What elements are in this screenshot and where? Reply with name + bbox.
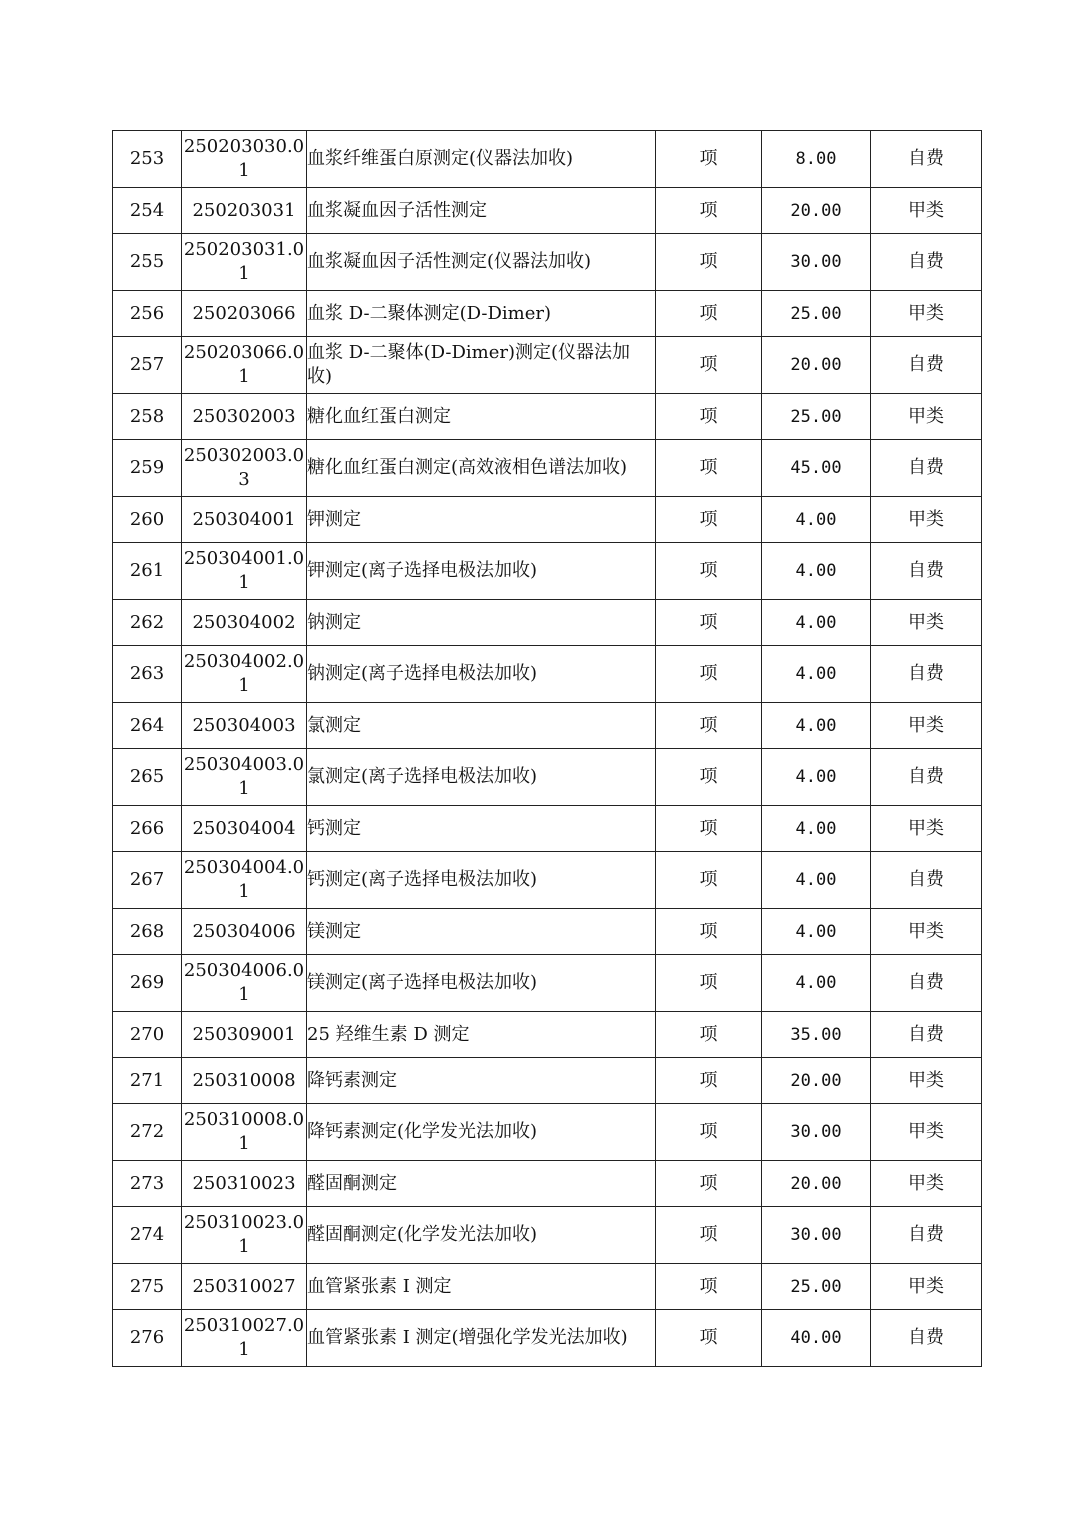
item-code-cell: 250304002.01 xyxy=(182,646,307,703)
price-cell: 25.00 xyxy=(762,1264,871,1310)
price-cell: 40.00 xyxy=(762,1310,871,1367)
row-number-cell: 272 xyxy=(113,1104,182,1161)
category-cell: 自费 xyxy=(871,1012,982,1058)
table-row xyxy=(113,1012,982,1058)
table-row xyxy=(113,234,982,291)
item-name-cell: 糖化血红蛋白测定 xyxy=(307,394,656,440)
table-row xyxy=(113,188,982,234)
item-name-cell: 氯测定 xyxy=(307,703,656,749)
unit-cell: 项 xyxy=(656,394,762,440)
item-name-cell: 钠测定(离子选择电极法加收) xyxy=(307,646,656,703)
item-code-cell: 250302003.03 xyxy=(182,440,307,497)
row-number-cell: 267 xyxy=(113,852,182,909)
row-number-cell: 253 xyxy=(113,131,182,188)
price-cell: 45.00 xyxy=(762,440,871,497)
item-code-cell: 250310008 xyxy=(182,1058,307,1104)
unit-cell: 项 xyxy=(656,1264,762,1310)
fee-table-body xyxy=(113,131,982,1367)
price-cell: 4.00 xyxy=(762,909,871,955)
unit-cell: 项 xyxy=(656,1104,762,1161)
category-cell: 甲类 xyxy=(871,806,982,852)
category-cell: 自费 xyxy=(871,1310,982,1367)
unit-cell: 项 xyxy=(656,955,762,1012)
table-row xyxy=(113,703,982,749)
item-code-cell: 250304004.01 xyxy=(182,852,307,909)
row-number-cell: 274 xyxy=(113,1207,182,1264)
row-number-cell: 258 xyxy=(113,394,182,440)
row-number-cell: 264 xyxy=(113,703,182,749)
table-row xyxy=(113,749,982,806)
item-name-cell: 糖化血红蛋白测定(高效液相色谱法加收) xyxy=(307,440,656,497)
row-number-cell: 268 xyxy=(113,909,182,955)
category-cell: 甲类 xyxy=(871,291,982,337)
item-code-cell: 250310023.01 xyxy=(182,1207,307,1264)
category-cell: 自费 xyxy=(871,234,982,291)
row-number-cell: 254 xyxy=(113,188,182,234)
category-cell: 自费 xyxy=(871,440,982,497)
unit-cell: 项 xyxy=(656,909,762,955)
price-cell: 4.00 xyxy=(762,646,871,703)
row-number-cell: 259 xyxy=(113,440,182,497)
item-code-cell: 250203031.01 xyxy=(182,234,307,291)
item-name-cell: 钙测定 xyxy=(307,806,656,852)
table-row xyxy=(113,291,982,337)
category-cell: 自费 xyxy=(871,646,982,703)
unit-cell: 项 xyxy=(656,440,762,497)
row-number-cell: 261 xyxy=(113,543,182,600)
table-row xyxy=(113,646,982,703)
price-cell: 30.00 xyxy=(762,234,871,291)
row-number-cell: 256 xyxy=(113,291,182,337)
category-cell: 自费 xyxy=(871,749,982,806)
table-row xyxy=(113,497,982,543)
item-name-cell: 血浆凝血因子活性测定(仪器法加收) xyxy=(307,234,656,291)
item-code-cell: 250310023 xyxy=(182,1161,307,1207)
row-number-cell: 275 xyxy=(113,1264,182,1310)
price-cell: 25.00 xyxy=(762,291,871,337)
category-cell: 自费 xyxy=(871,131,982,188)
table-row xyxy=(113,394,982,440)
category-cell: 甲类 xyxy=(871,703,982,749)
category-cell: 甲类 xyxy=(871,1161,982,1207)
table-row xyxy=(113,1264,982,1310)
price-cell: 4.00 xyxy=(762,749,871,806)
price-cell: 4.00 xyxy=(762,543,871,600)
unit-cell: 项 xyxy=(656,1207,762,1264)
item-code-cell: 250310027 xyxy=(182,1264,307,1310)
item-name-cell: 降钙素测定 xyxy=(307,1058,656,1104)
table-row xyxy=(113,1310,982,1367)
unit-cell: 项 xyxy=(656,131,762,188)
category-cell: 自费 xyxy=(871,543,982,600)
category-cell: 自费 xyxy=(871,852,982,909)
price-cell: 30.00 xyxy=(762,1104,871,1161)
price-cell: 4.00 xyxy=(762,703,871,749)
row-number-cell: 262 xyxy=(113,600,182,646)
price-cell: 20.00 xyxy=(762,1161,871,1207)
item-code-cell: 250302003 xyxy=(182,394,307,440)
category-cell: 自费 xyxy=(871,337,982,394)
item-name-cell: 钾测定(离子选择电极法加收) xyxy=(307,543,656,600)
item-code-cell: 250310027.01 xyxy=(182,1310,307,1367)
item-name-cell: 醛固酮测定(化学发光法加收) xyxy=(307,1207,656,1264)
price-cell: 4.00 xyxy=(762,600,871,646)
item-name-cell: 血浆凝血因子活性测定 xyxy=(307,188,656,234)
item-name-cell: 钙测定(离子选择电极法加收) xyxy=(307,852,656,909)
row-number-cell: 269 xyxy=(113,955,182,1012)
unit-cell: 项 xyxy=(656,646,762,703)
item-name-cell: 25 羟维生素 D 测定 xyxy=(307,1012,656,1058)
item-code-cell: 250304004 xyxy=(182,806,307,852)
row-number-cell: 273 xyxy=(113,1161,182,1207)
row-number-cell: 265 xyxy=(113,749,182,806)
item-code-cell: 250304003.01 xyxy=(182,749,307,806)
table-row xyxy=(113,909,982,955)
price-cell: 4.00 xyxy=(762,955,871,1012)
item-name-cell: 镁测定(离子选择电极法加收) xyxy=(307,955,656,1012)
item-name-cell: 血浆纤维蛋白原测定(仪器法加收) xyxy=(307,131,656,188)
table-row xyxy=(113,1161,982,1207)
price-cell: 20.00 xyxy=(762,1058,871,1104)
item-name-cell: 钾测定 xyxy=(307,497,656,543)
category-cell: 甲类 xyxy=(871,1104,982,1161)
category-cell: 甲类 xyxy=(871,909,982,955)
item-code-cell: 250304001 xyxy=(182,497,307,543)
item-name-cell: 镁测定 xyxy=(307,909,656,955)
item-code-cell: 250310008.01 xyxy=(182,1104,307,1161)
row-number-cell: 276 xyxy=(113,1310,182,1367)
unit-cell: 项 xyxy=(656,806,762,852)
price-cell: 20.00 xyxy=(762,337,871,394)
item-code-cell: 250203066 xyxy=(182,291,307,337)
fee-table xyxy=(112,130,982,1367)
category-cell: 甲类 xyxy=(871,1058,982,1104)
row-number-cell: 255 xyxy=(113,234,182,291)
unit-cell: 项 xyxy=(656,1310,762,1367)
row-number-cell: 270 xyxy=(113,1012,182,1058)
category-cell: 自费 xyxy=(871,955,982,1012)
item-name-cell: 血管紧张素 I 测定(增强化学发光法加收) xyxy=(307,1310,656,1367)
table-row xyxy=(113,955,982,1012)
item-code-cell: 250203031 xyxy=(182,188,307,234)
unit-cell: 项 xyxy=(656,497,762,543)
item-name-cell: 醛固酮测定 xyxy=(307,1161,656,1207)
item-code-cell: 250304001.01 xyxy=(182,543,307,600)
unit-cell: 项 xyxy=(656,1161,762,1207)
item-name-cell: 降钙素测定(化学发光法加收) xyxy=(307,1104,656,1161)
category-cell: 甲类 xyxy=(871,188,982,234)
unit-cell: 项 xyxy=(656,852,762,909)
item-name-cell: 氯测定(离子选择电极法加收) xyxy=(307,749,656,806)
category-cell: 甲类 xyxy=(871,1264,982,1310)
table-row xyxy=(113,806,982,852)
row-number-cell: 260 xyxy=(113,497,182,543)
table-row xyxy=(113,852,982,909)
row-number-cell: 257 xyxy=(113,337,182,394)
unit-cell: 项 xyxy=(656,703,762,749)
unit-cell: 项 xyxy=(656,600,762,646)
table-row xyxy=(113,600,982,646)
unit-cell: 项 xyxy=(656,234,762,291)
unit-cell: 项 xyxy=(656,337,762,394)
unit-cell: 项 xyxy=(656,1012,762,1058)
item-code-cell: 250304006 xyxy=(182,909,307,955)
unit-cell: 项 xyxy=(656,1058,762,1104)
table-row xyxy=(113,1058,982,1104)
unit-cell: 项 xyxy=(656,291,762,337)
row-number-cell: 271 xyxy=(113,1058,182,1104)
price-cell: 35.00 xyxy=(762,1012,871,1058)
table-row xyxy=(113,543,982,600)
unit-cell: 项 xyxy=(656,543,762,600)
item-name-cell: 血浆 D-二聚体测定(D-Dimer) xyxy=(307,291,656,337)
price-cell: 4.00 xyxy=(762,852,871,909)
item-name-cell: 血管紧张素 I 测定 xyxy=(307,1264,656,1310)
table-row xyxy=(113,131,982,188)
item-code-cell: 250203066.01 xyxy=(182,337,307,394)
category-cell: 自费 xyxy=(871,1207,982,1264)
table-row xyxy=(113,1207,982,1264)
item-code-cell: 250309001 xyxy=(182,1012,307,1058)
price-cell: 20.00 xyxy=(762,188,871,234)
category-cell: 甲类 xyxy=(871,394,982,440)
row-number-cell: 266 xyxy=(113,806,182,852)
price-cell: 25.00 xyxy=(762,394,871,440)
category-cell: 甲类 xyxy=(871,497,982,543)
item-code-cell: 250304006.01 xyxy=(182,955,307,1012)
table-row xyxy=(113,337,982,394)
unit-cell: 项 xyxy=(656,188,762,234)
item-code-cell: 250304002 xyxy=(182,600,307,646)
price-cell: 8.00 xyxy=(762,131,871,188)
price-cell: 4.00 xyxy=(762,806,871,852)
item-name-cell: 血浆 D-二聚体(D-Dimer)测定(仪器法加收) xyxy=(307,337,656,394)
item-code-cell: 250304003 xyxy=(182,703,307,749)
table-row xyxy=(113,1104,982,1161)
price-cell: 4.00 xyxy=(762,497,871,543)
unit-cell: 项 xyxy=(656,749,762,806)
table-row xyxy=(113,440,982,497)
price-cell: 30.00 xyxy=(762,1207,871,1264)
item-name-cell: 钠测定 xyxy=(307,600,656,646)
category-cell: 甲类 xyxy=(871,600,982,646)
row-number-cell: 263 xyxy=(113,646,182,703)
item-code-cell: 250203030.01 xyxy=(182,131,307,188)
